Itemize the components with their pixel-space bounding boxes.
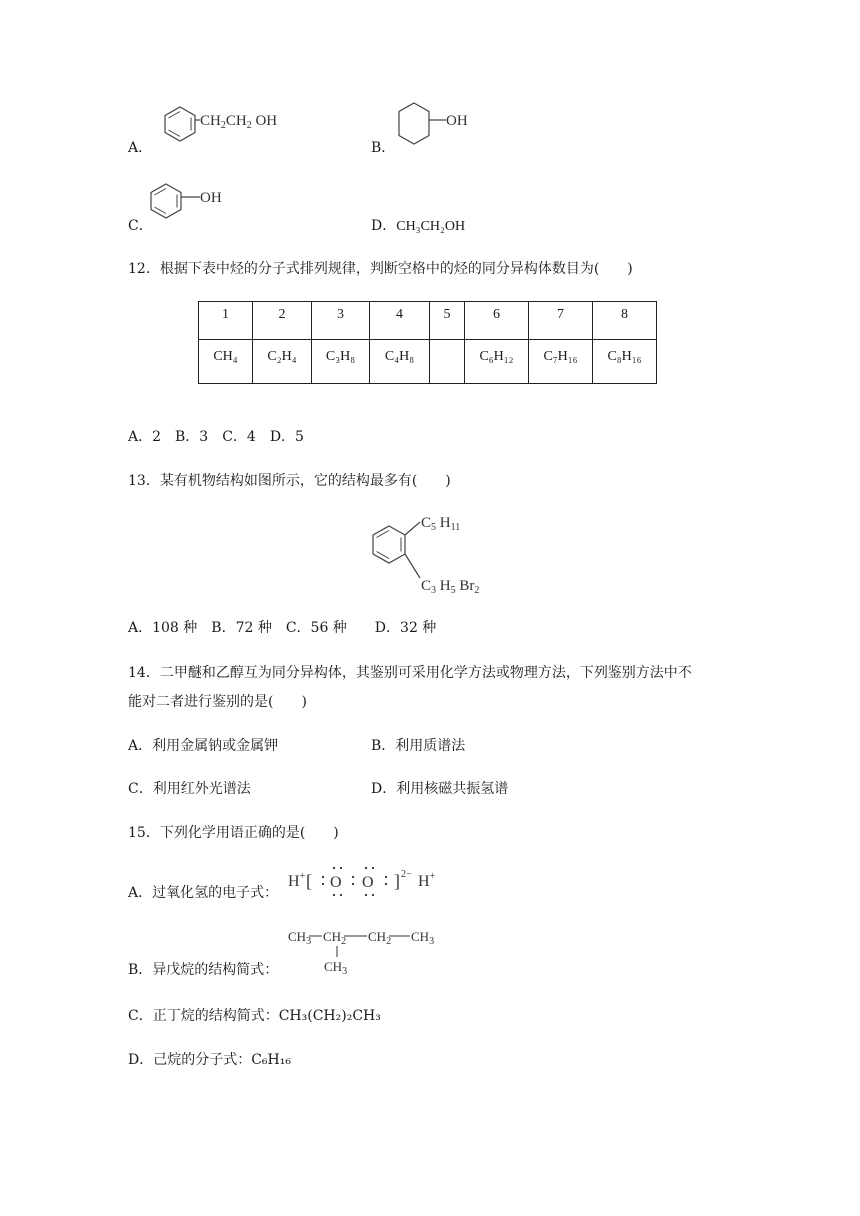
q12-options: A．2 B．3 C．4 D．5 bbox=[128, 429, 304, 445]
q11-option-a-structure bbox=[150, 103, 290, 153]
svg-text:2−: 2− bbox=[401, 869, 412, 880]
q11-option-a-label: A． bbox=[128, 140, 153, 156]
q11-option-c-structure bbox=[150, 180, 240, 230]
q12-formula-table bbox=[198, 301, 657, 384]
q11-option-d bbox=[371, 219, 465, 234]
table-header-cell: 1 bbox=[199, 302, 253, 340]
table-header-cell: 4 bbox=[370, 302, 430, 340]
table-formula-cell: C₈H₁₆ bbox=[593, 340, 657, 384]
q15-option-a: A．过氧化氢的电子式： bbox=[128, 885, 279, 901]
q15-stem: 15．下列化学用语正确的是( ) bbox=[128, 825, 339, 841]
table-formula-cell: CH₄ bbox=[199, 340, 253, 384]
q14-stem-line2: 能对二者进行鉴别的是( ) bbox=[128, 694, 307, 710]
table-formula-cell: C₇H₁₆ bbox=[529, 340, 593, 384]
svg-text:CH2: $CH_2$ bbox=[368, 929, 392, 947]
svg-text:[: [ bbox=[306, 871, 312, 891]
q11-option-c-label: C． bbox=[128, 218, 153, 234]
table-header-cell: 7 bbox=[529, 302, 593, 340]
svg-text:H+: H+ bbox=[418, 871, 436, 890]
q11-option-d-formula: CH₃CH₂OH bbox=[396, 219, 466, 234]
svg-text:CH2: $CH_2$ bbox=[323, 929, 347, 947]
svg-text:]: ] bbox=[394, 871, 400, 891]
q11-option-a-substituent: $CH_2CH_2$ OH bbox=[200, 113, 278, 131]
q13-structure bbox=[368, 508, 518, 600]
q13-options: A．108 种 B．72 种 C．56 种 D．32 种 bbox=[128, 620, 437, 636]
q15-option-b: B．异戊烷的结构简式： bbox=[128, 962, 279, 978]
q11-option-c-substituent: OH bbox=[200, 190, 222, 206]
q14-stem-line1: 14．二甲醚和乙醇互为同分异构体，其鉴别可采用化学方法或物理方法，下列鉴别方法中不 bbox=[128, 665, 692, 681]
q13-stem: 13．某有机物结构如图所示，它的结构最多有( ) bbox=[128, 473, 451, 489]
table-header-cell: 5 bbox=[430, 302, 465, 340]
svg-text:CH3: $CH_3$ bbox=[324, 959, 348, 977]
svg-text:CH3: $CH_3$ bbox=[288, 929, 312, 947]
svg-text:O: O bbox=[362, 874, 374, 891]
table-header-cell: 3 bbox=[312, 302, 370, 340]
q13-substituent-bottom: $C_3$ $H_5$ $Br_2$ bbox=[421, 578, 480, 596]
q15-option-d: D．己烷的分子式：C₆H₁₆ bbox=[128, 1052, 291, 1068]
q11-option-b-label: B． bbox=[371, 140, 396, 156]
svg-text:O: O bbox=[330, 874, 342, 891]
svg-text:H+: H+ bbox=[288, 871, 306, 890]
q14-option-b: B．利用质谱法 bbox=[371, 738, 466, 754]
q15-option-b-structure bbox=[288, 926, 468, 978]
table-formula-cell: C₄H₈ bbox=[370, 340, 430, 384]
q11-option-d-label: D． bbox=[371, 218, 397, 234]
table-formula-cell: C₂H₄ bbox=[253, 340, 312, 384]
q14-option-a: A．利用金属钠或金属钾 bbox=[128, 738, 279, 754]
q15-option-c: C．正丁烷的结构简式：CH₃(CH₂)₂CH₃ bbox=[128, 1008, 381, 1024]
table-formula-cell: C₃H₈ bbox=[312, 340, 370, 384]
q12-stem: 12．根据下表中烃的分子式排列规律，判断空格中的烃的同分异构体数目为( ) bbox=[128, 261, 633, 277]
q13-substituent-top: $C_5$ $H_{11}$ bbox=[421, 515, 461, 533]
q11-option-b-structure bbox=[392, 100, 482, 154]
q15-option-a-electron-formula bbox=[288, 862, 468, 902]
q11-option-b-substituent: OH bbox=[446, 113, 468, 129]
table-header-cell: 6 bbox=[465, 302, 529, 340]
table-header-cell: 2 bbox=[253, 302, 312, 340]
svg-text:CH3: $CH_3$ bbox=[411, 929, 435, 947]
q14-option-c: C．利用红外光谱法 bbox=[128, 781, 251, 797]
q14-option-d: D．利用核磁共振氢谱 bbox=[371, 781, 509, 797]
table-header-cell: 8 bbox=[593, 302, 657, 340]
table-formula-cell: C₆H₁₂ bbox=[465, 340, 529, 384]
table-formula-cell-blank bbox=[430, 340, 465, 384]
